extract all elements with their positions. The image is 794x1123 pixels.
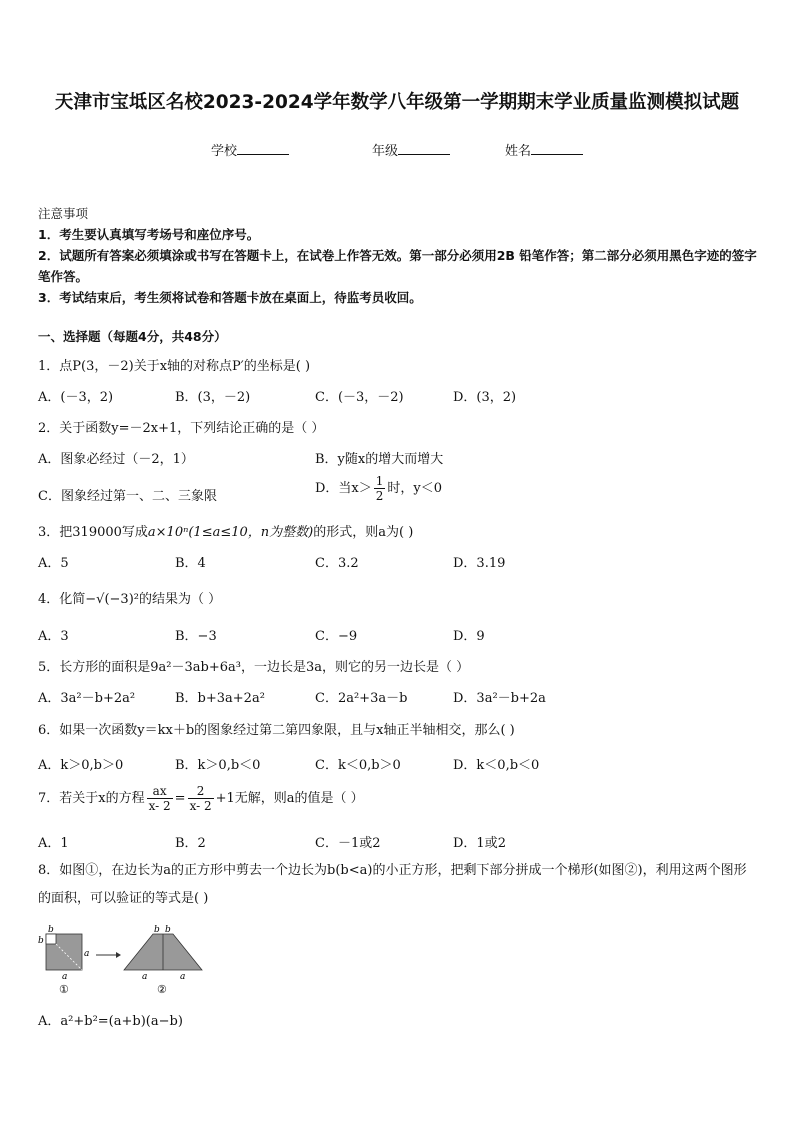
q1-option-b: B．(3，－2) <box>175 390 251 405</box>
q4-option-a: A．3 <box>38 629 69 644</box>
grade-field: 年级 <box>372 140 450 159</box>
question-3-stem: 3．把319000写成a×10ⁿ(1≤a≤10，n为整数)的形式，则a为( ) <box>38 525 414 540</box>
svg-text:②: ② <box>157 983 167 996</box>
svg-text:a: a <box>62 972 68 982</box>
q5-option-b: B．b+3a+2a² <box>175 691 265 706</box>
q4-option-d: D．9 <box>453 629 485 644</box>
question-2-stem: 2．关于函数y=－2x+1，下列结论正确的是（ ） <box>38 421 325 436</box>
note-item-1: 1．考生要认真填写考场号和座位序号。 <box>38 227 260 242</box>
arrow-head-icon <box>116 952 121 958</box>
math-expression: −√(−3)² <box>85 592 139 607</box>
trapezoid-figure <box>124 925 202 996</box>
svg-text:b: b <box>48 925 54 935</box>
note-item-3: 3．考试结束后，考生须将试卷和答题卡放在桌面上，待监考员收回。 <box>38 290 422 305</box>
svg-text:b: b <box>154 925 160 935</box>
name-blank <box>531 143 583 155</box>
square-figure <box>38 925 89 996</box>
q7-option-b: B．2 <box>175 836 206 851</box>
q2-option-b: B．y随x的增大而增大 <box>315 452 444 467</box>
q6-option-a: A．k＞0,b＞0 <box>38 758 124 773</box>
q4-option-b: B．−3 <box>175 629 217 644</box>
svg-text:a: a <box>142 972 148 982</box>
page-title: 天津市宝坻区名校2023-2024学年数学八年级第一学期期末学业质量监测模拟试题 <box>54 92 740 113</box>
fraction: $\frac{ax}{x- 2}$ <box>148 784 171 813</box>
svg-text:a: a <box>84 949 90 959</box>
q6-option-b: B．k＞0,b＜0 <box>175 758 261 773</box>
question-5-stem: 5．长方形的面积是9a²－3ab+6a³，一边长是3a，则它的另一边长是（ ） <box>38 660 470 675</box>
svg-text:a: a <box>180 972 186 982</box>
q5-option-d: D．3a²－b+2a <box>453 691 546 706</box>
q7-option-d: D．1或2 <box>453 836 506 851</box>
q8-option-a: A．a²+b²=(a+b)(a−b) <box>38 1014 183 1029</box>
fraction: $\frac{2}{x- 2}$ <box>189 784 212 813</box>
q1-option-a: A．(－3，2) <box>38 390 114 405</box>
q7-option-c: C．－1或2 <box>315 836 381 851</box>
q2-option-c: C．图象经过第一、二、三象限 <box>38 489 217 504</box>
note-item-2: 2．试题所有答案必须填涂或书写在答题卡上，在试卷上作答无效。第一部分必须用2B 铅笔作答；第二部分必须用黑色字迹的签字笔作答。 <box>38 248 757 284</box>
svg-text:b: b <box>165 925 171 935</box>
question-1-stem: 1．点P(3，－2)关于x轴的对称点P′的坐标是( ) <box>38 359 311 374</box>
fraction: $\frac{1}{2}$ <box>375 474 384 503</box>
q1-option-d: D．(3，2) <box>453 390 517 405</box>
svg-text:b: b <box>38 936 44 946</box>
school-field: 学校 <box>211 140 289 159</box>
q3-option-a: A．5 <box>38 556 69 571</box>
q7-option-a: A．1 <box>38 836 69 851</box>
question-4-stem: 4．化简−√(−3)²的结果为（ ） <box>38 592 222 607</box>
q4-option-c: C．−9 <box>315 629 358 644</box>
q3-option-c: C．3.2 <box>315 556 359 571</box>
q2-option-d: D．当x＞ $\frac{1}{2}$ 时，y＜0 <box>315 474 443 503</box>
school-blank <box>237 143 289 155</box>
math-expression: a×10ⁿ(1≤a≤10，n为整数) <box>147 525 314 540</box>
grade-blank <box>398 143 450 155</box>
cut-square <box>46 934 56 944</box>
svg-text:①: ① <box>59 983 69 996</box>
notes-block <box>38 203 758 308</box>
notes-heading: 注意事项 <box>38 206 89 221</box>
q6-option-c: C．k＜0,b＞0 <box>315 758 401 773</box>
q6-option-d: D．k＜0,b＜0 <box>453 758 540 773</box>
q1-option-c: C．(－3，－2) <box>315 390 404 405</box>
q3-option-d: D．3.19 <box>453 556 506 571</box>
q5-option-c: C．2a²+3a－b <box>315 691 408 706</box>
section-heading: 一、选择题（每题4分，共48分） <box>38 329 227 344</box>
question-6-stem: 6．如果一次函数y＝kx＋b的图象经过第二第四象限，且与x轴正半轴相交，那么( ) <box>38 723 515 738</box>
question-8-stem: 8．如图①，在边长为a的正方形中剪去一个边长为b(b<a)的小正方形，把剩下部分拼成一个梯形(如图②)，利用这两个图形的面积，可以验证的等式是( ) <box>38 863 747 906</box>
q8-figure <box>36 924 236 999</box>
question-7-stem: 7．若关于x的方程 $\frac{ax}{x- 2}$ = $\frac{2}{x- 2}$ +1无解，则a的值是（ ） <box>38 784 364 813</box>
name-field: 姓名 <box>505 140 583 159</box>
q2-option-a: A．图象必经过（－2，1） <box>38 452 194 467</box>
q3-option-b: B．4 <box>175 556 206 571</box>
q5-option-a: A．3a²－b+2a² <box>38 691 136 706</box>
